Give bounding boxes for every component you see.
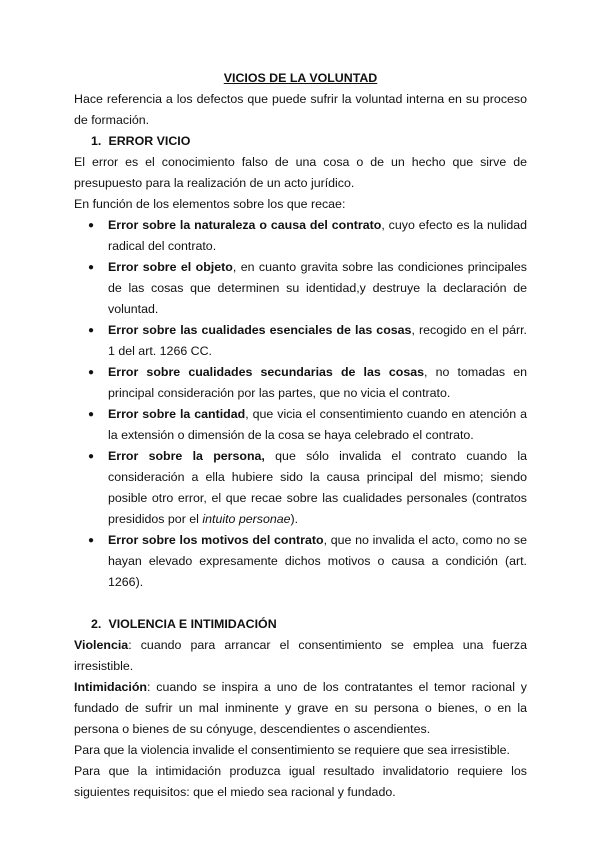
- item-text: , en cuanto gravita sobre las condiciones principales de las cosas que determinen su identidad,y destruye la declaración de voluntad.: [108, 260, 527, 316]
- bullet-icon: ●: [88, 535, 95, 546]
- item-text: , recogido en el párr. 1 del art. 1266 CC.: [108, 323, 527, 358]
- list-item: [74, 257, 527, 320]
- item-term: Error sobre los motivos del contrato: [108, 533, 324, 547]
- item-text-tail: ).: [290, 512, 299, 526]
- document-content: [74, 68, 527, 803]
- bullet-icon: ●: [88, 409, 95, 420]
- item-term: Error sobre cualidades secundarias de las cosas: [108, 365, 425, 379]
- list-item: [74, 320, 527, 362]
- violencia-label: Violencia: [74, 638, 129, 652]
- item-text: , no tomadas en principal consideración por las partes, que no vicia el contrato.: [108, 365, 527, 400]
- item-term: Error sobre la persona,: [108, 449, 265, 463]
- bullet-icon: ●: [88, 262, 95, 273]
- item-text: que sólo invalida el contrato cuando la consideración a ella hubiere sido la causa principal del mismo; siendo posible otro error, el que recae sobre las cualidades personales (contratos presididos por el: [108, 449, 527, 526]
- document-title: VICIOS DE LA VOLUNTAD: [223, 71, 378, 85]
- intimidacion-paragraph: [74, 677, 527, 740]
- section-title: ERROR VICIO: [108, 134, 191, 148]
- error-definition: El error es el conocimiento falso de una cosa o de un hecho que sirve de presupuesto para la realización de un acto jurídico.: [74, 155, 527, 190]
- list-item: [74, 530, 527, 593]
- bullet-icon: ●: [88, 451, 95, 462]
- item-term: Error sobre la naturaleza o causa del contrato: [108, 218, 382, 232]
- list-item: [74, 446, 527, 530]
- section-number: 2.: [91, 617, 102, 631]
- intimidacion-requirement: Para que la intimidación produzca igual resultado invalidatorio requiere los siguientes requisitos: que el miedo sea racional y fundado.: [74, 764, 527, 799]
- spacer: [74, 593, 527, 614]
- item-term: Error sobre las cualidades esenciales de las cosas: [108, 323, 412, 337]
- item-italic-term: intuito personae: [202, 512, 291, 526]
- violencia-requirement: Para que la violencia invalide el consentimiento se requiere que sea irresistible.: [74, 743, 510, 757]
- section-heading-violencia: [91, 614, 527, 635]
- bullet-icon: ●: [88, 325, 95, 336]
- intimidacion-label: Intimidación: [74, 680, 147, 694]
- intimidacion-text: : cuando se inspira a uno de los contratantes el temor racional y fundado de sufrir un mal inminente y grave en su persona o bienes, o en la persona o bienes de su cónyuge, descendientes o ascendientes.: [74, 680, 527, 736]
- item-text: , que no invalida el acto, como no se hayan elevado expresamente dichos motivos o causa a condición (art. 1266).: [108, 533, 527, 589]
- intro-paragraph: Hace referencia a los defectos que puede sufrir la voluntad interna en su proceso de formación.: [74, 92, 527, 127]
- item-term: Error sobre el objeto: [108, 260, 233, 274]
- error-lead: En función de los elementos sobre los que recae:: [74, 197, 346, 211]
- list-item: [74, 404, 527, 446]
- bullet-icon: ●: [88, 367, 95, 378]
- section-title: VIOLENCIA E INTIMIDACIÓN: [108, 617, 277, 631]
- item-term: Error sobre la cantidad: [108, 407, 246, 421]
- section-heading-error-vicio: [91, 131, 527, 152]
- list-item: [74, 215, 527, 257]
- violencia-paragraph: [74, 635, 527, 677]
- list-item: [74, 362, 527, 404]
- section-number: 1.: [91, 134, 102, 148]
- item-text: , que vicia el consentimiento cuando en atención a la extensión o dimensión de la cosa se haya celebrado el contrato.: [108, 407, 527, 442]
- violencia-text: : cuando para arrancar el consentimiento se emplea una fuerza irresistible.: [74, 638, 527, 673]
- bullet-icon: ●: [88, 220, 95, 231]
- item-text: , cuyo efecto es la nulidad radical del contrato.: [108, 218, 527, 253]
- error-types-list: [74, 215, 527, 593]
